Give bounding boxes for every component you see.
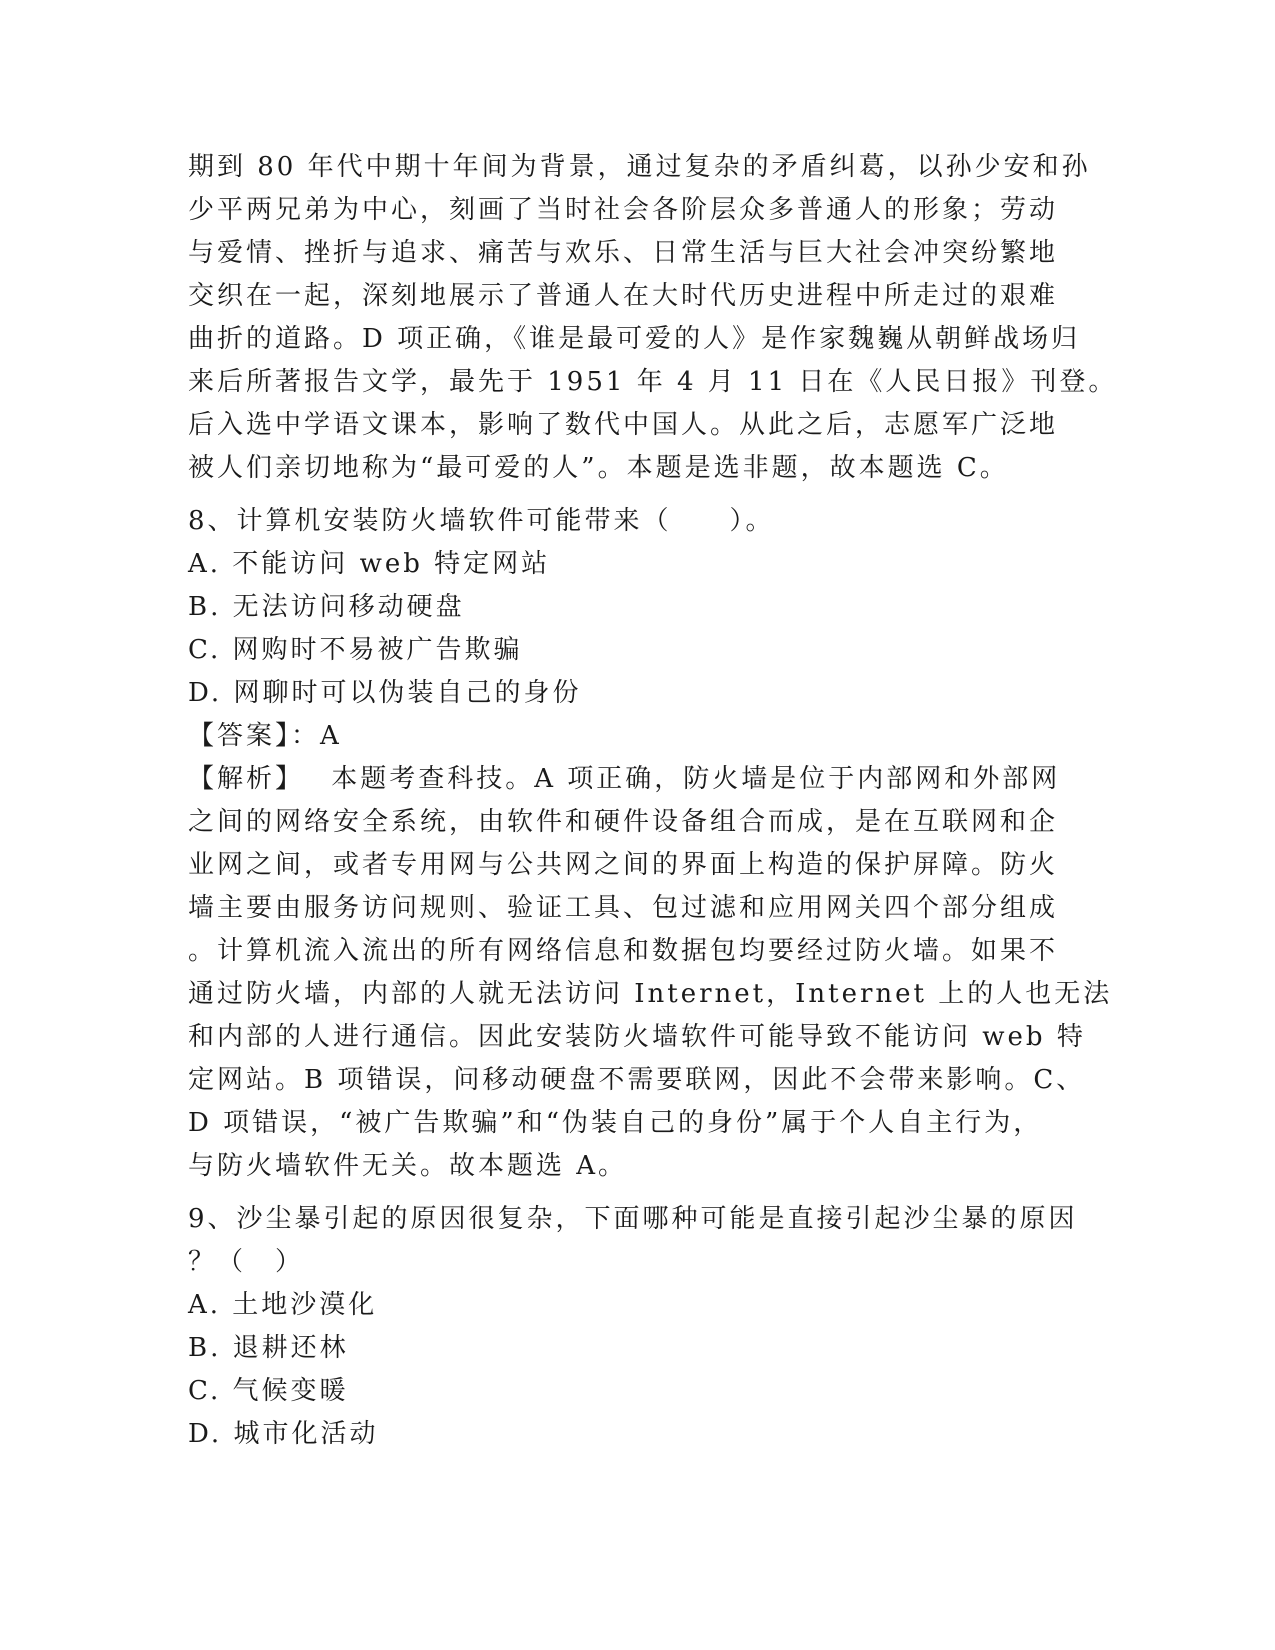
document-page <box>188 146 1118 1456</box>
previous-explanation <box>188 146 1118 490</box>
question-stem: ？（ ） <box>188 1247 305 1277</box>
text-line: 期到 80 年代中期十年间为背景，通过复杂的矛盾纠葛，以孙少安和孙 <box>188 152 1091 182</box>
text-line: 交织在一起，深刻地展示了普通人在大时代历史进程中所走过的艰难 <box>188 281 1059 311</box>
text-line: 之间的网络安全系统，由软件和硬件设备组合而成，是在互联网和企 <box>188 807 1059 837</box>
explanation <box>188 758 1113 1188</box>
text-line: 和内部的人进行通信。因此安装防火墙软件可能导致不能访问 web 特 <box>188 1022 1086 1052</box>
option-b: B. 退耕还林 <box>188 1333 349 1363</box>
option-a: A. 不能访问 web 特定网站 <box>188 549 551 579</box>
question-stem: 9、沙尘暴引起的原因很复杂，下面哪种可能是直接引起沙尘暴的原因 <box>188 1204 1078 1234</box>
text-line: 与防火墙软件无关。故本题选 A。 <box>188 1151 628 1181</box>
text-line: 墙主要由服务访问规则、验证工具、包过滤和应用网关四个部分组成 <box>188 893 1059 923</box>
text-line: 定网站。B 项错误，问移动硬盘不需要联网，因此不会带来影响。C、 <box>188 1065 1086 1095</box>
option-c: C. 网购时不易被广告欺骗 <box>188 635 523 665</box>
text-line: 后入选中学语文课本，影响了数代中国人。从此之后，志愿军广泛地 <box>188 410 1059 440</box>
text-line: D 项错误，“被广告欺骗”和“伪装自己的身份”属于个人自主行为， <box>188 1108 1043 1138</box>
text-line: 少平两兄弟为中心，刻画了当时社会各阶层众多普通人的形象；劳动 <box>188 195 1059 225</box>
text-line: 。计算机流入流出的所有网络信息和数据包均要经过防火墙。如果不 <box>188 936 1059 966</box>
option-c: C. 气候变暖 <box>188 1376 349 1406</box>
option-d: D. 城市化活动 <box>188 1419 379 1449</box>
text-line: 来后所著报告文学，最先于 1951 年 4 月 11 日在《人民日报》刊登。 <box>188 367 1118 397</box>
question-8 <box>188 500 1113 1188</box>
text-line: 与爱情、挫折与追求、痛苦与欢乐、日常生活与巨大社会冲突纷繁地 <box>188 238 1059 268</box>
text-line: 【解析】 本题考查科技。A 项正确，防火墙是位于内部网和外部网 <box>188 764 1061 794</box>
text-line: 业网之间，或者专用网与公共网之间的界面上构造的保护屏障。防火 <box>188 850 1059 880</box>
option-a: A. 土地沙漠化 <box>188 1290 378 1320</box>
answer: 【答案】：A <box>188 721 342 751</box>
option-d: D. 网聊时可以伪装自己的身份 <box>188 678 582 708</box>
question-stem: 8、计算机安装防火墙软件可能带来（ ）。 <box>188 506 775 536</box>
question-9 <box>188 1198 1088 1456</box>
text-line: 被人们亲切地称为“最可爱的人”。本题是选非题，故本题选 C。 <box>188 453 1009 483</box>
text-line: 通过防火墙，内部的人就无法访问 Internet，Internet 上的人也无法 <box>188 979 1113 1009</box>
text-line: 曲折的道路。D 项正确，《谁是最可爱的人》是作家魏巍从朝鲜战场归 <box>188 324 1081 354</box>
option-b: B. 无法访问移动硬盘 <box>188 592 465 622</box>
